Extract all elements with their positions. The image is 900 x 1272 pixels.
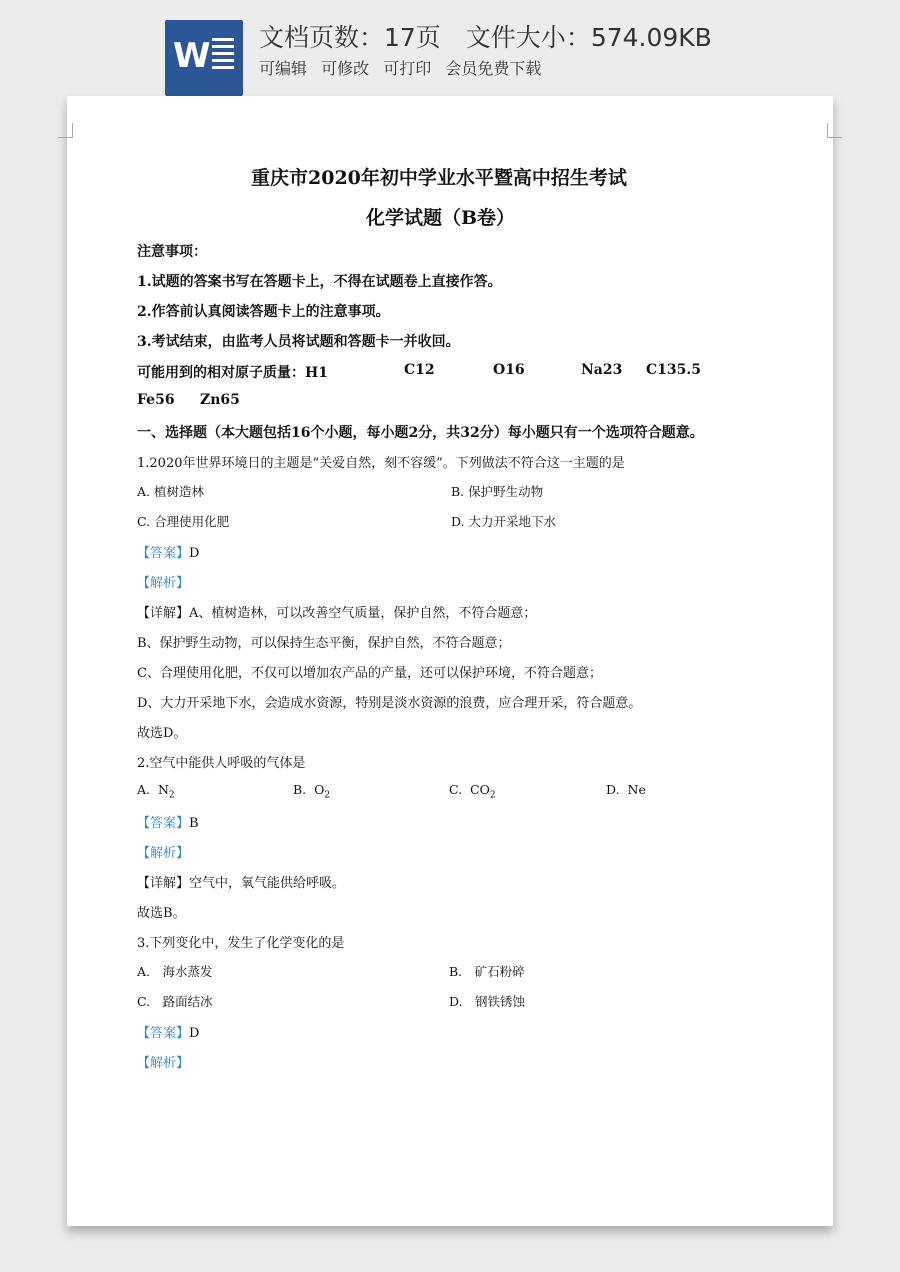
- analysis-tag: 【解析】: [137, 846, 190, 861]
- notice-item: 2.作答前认真阅读答题卡上的注意事项。: [137, 304, 390, 320]
- conclusion: 故选D。: [137, 726, 187, 741]
- detail-text: A、植树造林，可以改善空气质量，保护自然，不符合题意；: [189, 606, 537, 621]
- atomic-mass: Na23: [581, 362, 623, 378]
- question-stem: 1.2020年世界环境日的主题是“关爱自然，刻不容缓”。下列做法不符合这一主题的是: [137, 456, 625, 471]
- analysis-tag: 【解析】: [137, 1056, 190, 1071]
- detail-text: D、大力开采地下水，会造成水资源，特别是淡水资源的浪费，应合理开采，符合题意。: [137, 696, 642, 711]
- detail-line: [137, 602, 536, 621]
- formula-subscript: 2: [489, 790, 496, 801]
- question-stem: 3.下列变化中，发生了化学变化的是: [137, 936, 345, 951]
- answer-line: [137, 812, 199, 831]
- feature-editable: 可编辑: [259, 59, 308, 78]
- option-c: C. 合理使用化肥: [137, 514, 230, 529]
- answer-tag: 【答案】: [137, 816, 190, 831]
- analysis-tag: 【解析】: [137, 576, 190, 591]
- notice-item: 1.试题的答案书写在答题卡上，不得在试题卷上直接作答。: [137, 274, 502, 290]
- feature-modifiable: 可修改: [321, 59, 370, 78]
- detail-tag: 【详解】: [137, 876, 190, 891]
- atomic-mass: C12: [404, 362, 435, 378]
- formula: Ne: [627, 782, 646, 797]
- page-corner-mark: [827, 123, 842, 138]
- banner-title: 文档页数：17页 文件大小：574.09KB: [259, 23, 712, 52]
- option-a: A. 海水蒸发: [137, 964, 213, 979]
- atomic-mass: C135.5: [646, 362, 701, 378]
- download-banner: [0, 0, 900, 96]
- section-heading: 一、选择题（本大题包括16个小题，每小题2分，共32分）每小题只有一个选项符合题意。: [137, 425, 704, 441]
- formula: CO: [470, 782, 490, 797]
- option-c: C. 路面结冰: [137, 994, 213, 1009]
- detail-line: [137, 872, 345, 891]
- formula-subscript: 2: [324, 790, 331, 801]
- formula-subscript: 2: [168, 790, 175, 801]
- page-corner-mark: [58, 123, 73, 138]
- option-b: B. 保护野生动物: [451, 484, 544, 499]
- answer-value: B: [189, 816, 199, 831]
- atomic-mass: O16: [493, 362, 525, 378]
- answer-tag: 【答案】: [137, 1026, 190, 1041]
- answer-line: [137, 1022, 199, 1041]
- atomic-mass: Zn65: [200, 392, 240, 408]
- word-letter: W: [173, 36, 211, 76]
- word-document-icon: [165, 20, 243, 96]
- answer-line: [137, 542, 199, 561]
- option-a: A. 植树造林: [137, 484, 204, 499]
- option-prefix: B.: [293, 782, 307, 797]
- conclusion: 故选B。: [137, 906, 186, 921]
- option-b: B. 矿石粉碎: [449, 964, 525, 979]
- option-a: [137, 782, 175, 801]
- doc-title: 重庆市2020年初中学业水平暨高中招生考试: [251, 167, 627, 189]
- formula: N: [157, 782, 169, 797]
- answer-tag: 【答案】: [137, 546, 190, 561]
- option-prefix: C.: [449, 782, 463, 797]
- option-c: [449, 782, 496, 801]
- detail-text: B、保护野生动物，可以保持生态平衡，保护自然，不符合题意；: [137, 636, 511, 651]
- answer-value: D: [189, 1026, 200, 1041]
- atomic-mass: Fe56: [137, 392, 175, 408]
- feature-member-download: 会员免费下载: [445, 59, 542, 78]
- banner-features: [259, 56, 550, 79]
- option-b: [293, 782, 330, 801]
- formula: O: [314, 782, 325, 797]
- detail-text: 空气中，氧气能供给呼吸。: [189, 876, 346, 891]
- detail-text: C、合理使用化肥，不仅可以增加农产品的产量，还可以保护环境，不符合题意；: [137, 666, 602, 681]
- answer-value: D: [189, 546, 200, 561]
- atomic-mass-label: 可能用到的相对原子质量：H1: [137, 365, 328, 381]
- option-d: [606, 782, 646, 797]
- detail-tag: 【详解】: [137, 606, 190, 621]
- doc-subtitle: 化学试题（B卷）: [366, 207, 516, 229]
- notice-item: 3.考试结束，由监考人员将试题和答题卡一并收回。: [137, 334, 460, 350]
- option-d: D. 大力开采地下水: [451, 514, 557, 529]
- option-prefix: A.: [137, 782, 151, 797]
- word-icon-lines: [212, 38, 234, 73]
- notice-heading: 注意事项：: [137, 244, 207, 260]
- option-d: D. 钢铁锈蚀: [449, 994, 526, 1009]
- feature-printable: 可打印: [383, 59, 432, 78]
- question-stem: 2.空气中能供人呼吸的气体是: [137, 756, 306, 771]
- option-prefix: D.: [606, 782, 620, 797]
